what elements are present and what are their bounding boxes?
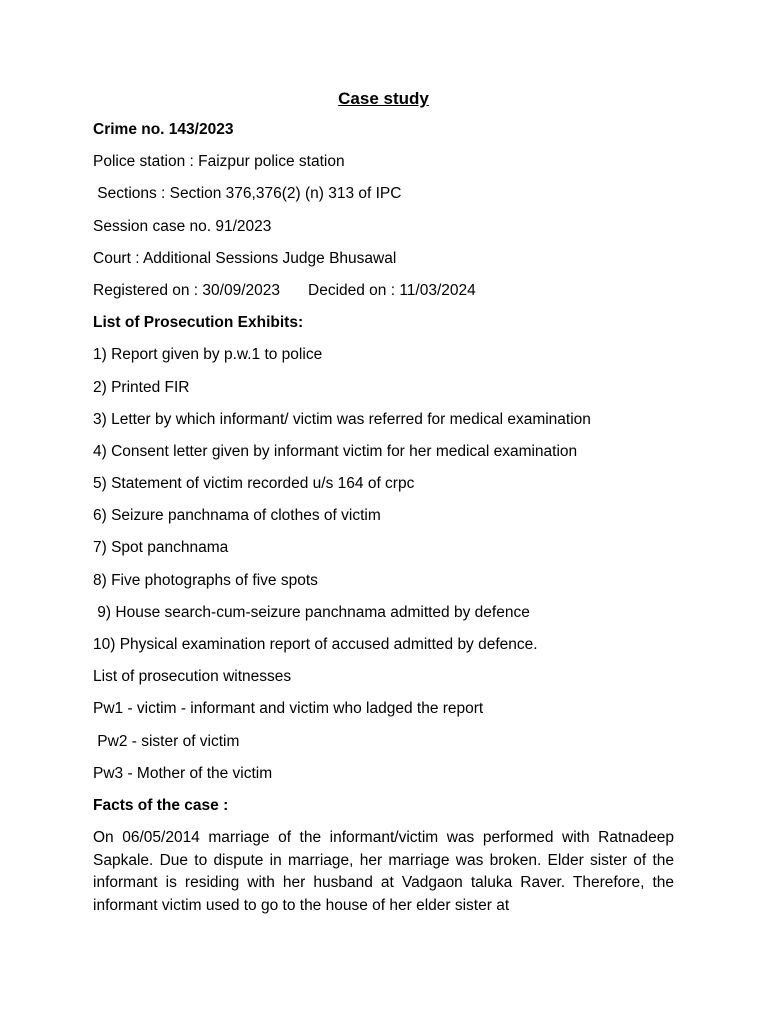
exhibit-item: 9) House search-cum-seizure panchnama admitted by defence [93, 603, 530, 621]
exhibit-item: 1) Report given by p.w.1 to police [93, 346, 323, 364]
witness-item: Pw3 - Mother of the victim [93, 764, 273, 782]
document-title: Case study [338, 89, 429, 108]
exhibit-item: 7) Spot panchnama [93, 539, 229, 557]
exhibit-item: 4) Consent letter given by informant victim for her medical examination [93, 442, 578, 460]
crime-number: Crime no. 143/2023 [93, 121, 234, 138]
facts-paragraph: On 06/05/2014 marriage of the informant/victim was performed with Ratnadeep Sapkale. Due to dispute in marriage, her marriage was broken. Elder sister of the informant is residing with her husband at Vadgaon taluka Raver. Therefore, the informant victim used to go to the house of her elder sister at [93, 829, 674, 914]
sections: Sections : Section 376,376(2) (n) 313 of IPC [93, 185, 402, 203]
exhibit-item: 3) Letter by which informant/ victim was referred for medical examination [93, 410, 591, 428]
document-page [93, 86, 674, 917]
police-station: Police station : Faizpur police station [93, 153, 345, 171]
witnesses-heading: List of prosecution witnesses [93, 668, 292, 686]
dates-line [93, 280, 674, 302]
exhibit-item: 2) Printed FIR [93, 378, 190, 396]
registered-on: Registered on : 30/09/2023 [93, 281, 280, 299]
exhibit-item: 6) Seizure panchnama of clothes of victim [93, 507, 381, 525]
witness-item: Pw2 - sister of victim [93, 732, 240, 750]
exhibit-item: 10) Physical examination report of accused admitted by defence. [93, 636, 538, 653]
exhibit-item: 8) Five photographs of five spots [93, 571, 318, 589]
session-case-number: Session case no. 91/2023 [93, 217, 272, 235]
decided-on: Decided on : 11/03/2024 [308, 281, 476, 299]
court: Court : Additional Sessions Judge Bhusawal [93, 249, 397, 267]
witness-item: Pw1 - victim - informant and victim who ladged the report [93, 700, 484, 718]
exhibit-item: 5) Statement of victim recorded u/s 164 of crpc [93, 475, 415, 493]
exhibits-heading: List of Prosecution Exhibits: [93, 314, 304, 332]
facts-heading: Facts of the case : [93, 796, 229, 814]
